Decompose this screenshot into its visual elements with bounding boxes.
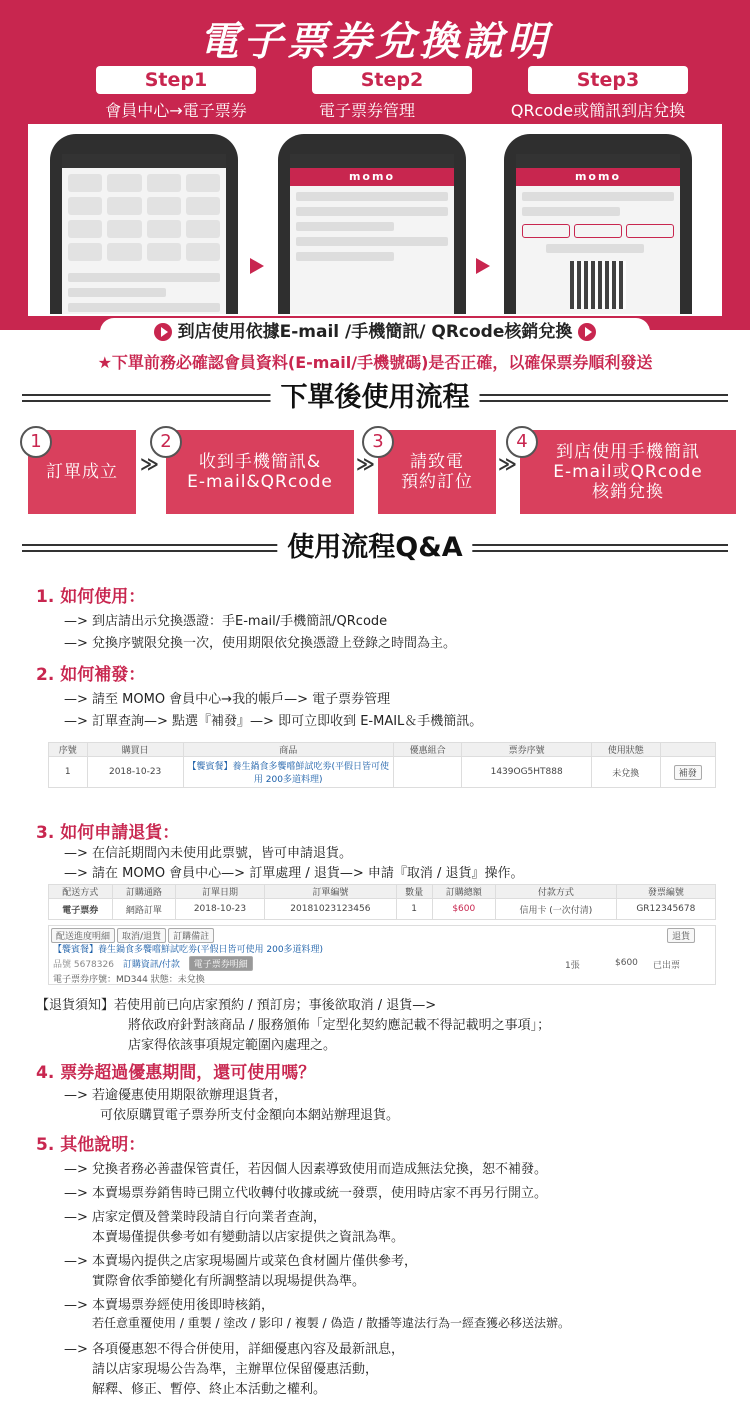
flow-step-4-line2: E-mail或QRcode (553, 462, 703, 482)
th-purchase-date: 購買日 (87, 743, 183, 757)
page-title: 電子票券兌換說明 (199, 19, 551, 65)
th-status: 使用狀態 (591, 743, 660, 757)
table-cell: 20181023123456 (264, 899, 396, 920)
qa-title: 使用流程Q&A (277, 530, 472, 566)
flow-step-4-line3: 核銷兌換 (592, 482, 664, 502)
th-invoice: 發票編號 (616, 885, 715, 899)
chevron-right-icon: ≫ (356, 454, 375, 475)
flow-step-4-number: 4 (506, 426, 538, 458)
flow-step-3-line2: 預約訂位 (401, 472, 473, 492)
th-payment: 付款方式 (496, 885, 617, 899)
table-cell: 1439OG5HT888 (462, 757, 591, 788)
arrow-right-icon (250, 258, 264, 274)
phone-mockup-member-center (50, 134, 238, 314)
momo-logo: momo (516, 168, 680, 186)
th-product: 商品 (183, 743, 393, 757)
th-ticket-no: 票券序號 (462, 743, 591, 757)
flow-step-1-number: 1 (20, 426, 52, 458)
flow-step-3-number: 3 (362, 426, 394, 458)
table-cell: 信用卡 (一次付清) (496, 899, 617, 920)
q5-answer-4: 本賣場僅提供參考如有變動請以店家提供之資訊為準。 (92, 1230, 405, 1245)
step2-caption: 電子票券管理 (318, 101, 415, 120)
flow-title: 下單後使用流程 (271, 380, 480, 416)
redeem-method-text: 到店使用依據E-mail /手機簡訊/ QRcode核銷兌換 (177, 322, 573, 342)
tab-order-notes[interactable]: 訂購備註 (168, 928, 214, 943)
table-cell: GR12345678 (616, 899, 715, 920)
q2-answer-1: —> 請至 MOMO 會員中心→我的帳戶—> 電子票券管理 (64, 692, 391, 707)
table-cell (393, 757, 462, 788)
chevron-right-icon: ≫ (140, 454, 159, 475)
order-table (48, 884, 716, 920)
q5-answer-2: —> 本賣場票券銷售時已開立代收轉付收據或統一發票，使用時店家不再另行開立。 (64, 1186, 548, 1201)
q5-answer-7: —> 本賣場票券經使用後即時核銷， (64, 1298, 275, 1313)
q5-answer-5: —> 本賣場內提供之店家現場圖片或菜色食材圖片僅供參考， (64, 1254, 418, 1269)
q5-answer-8: 若任意重覆使用 / 重製 / 塗改 / 影印 / 複製 / 偽造 / 散播等違法行為一經查獲必移送法辦。 (92, 1316, 571, 1330)
order-detail-block (48, 925, 716, 985)
order-status: 已出票 (653, 961, 681, 971)
flow-step-2-number: 2 (150, 426, 182, 458)
flow-step-2-line2: E-mail&QRcode (187, 472, 333, 492)
table-cell: 1 (396, 899, 432, 920)
return-notice-2: 將依政府針對該商品 / 服務頒佈「定型化契約應記載不得記載明之事項」； (128, 1018, 551, 1033)
q5-answer-10: 請以店家現場公告為準，主辦單位保留優惠活動， (92, 1362, 379, 1377)
flow-section-heading (22, 380, 728, 416)
ticket-reissue-table (48, 742, 716, 788)
table-cell: $600 (432, 899, 496, 920)
q3-answer-1: —> 在信託期間內未使用此票號，皆可申請退貨。 (64, 846, 353, 861)
th-qty: 數量 (396, 885, 432, 899)
q1-answer-2: —> 兌換序號限兌換一次，使用期限依兌換憑證上登錄之時間為主。 (64, 636, 457, 651)
order-price: $600 (615, 958, 638, 968)
order-product: 【饗賓餐】養生鍋食多饗嚐鮮試吃劵(平假日皆可使用 200多道料理) (53, 945, 324, 955)
play-icon (578, 323, 596, 341)
q5-question: 5. 其他說明： (36, 1135, 146, 1155)
th-combo: 優惠組合 (393, 743, 462, 757)
th-serial: 序號 (49, 743, 88, 757)
q5-answer-3: —> 店家定價及營業時段請自行向業者查詢， (64, 1210, 327, 1225)
phone-mockup-qrcode (504, 134, 692, 314)
step2-badge: Step2 (312, 66, 472, 94)
momo-logo: momo (290, 168, 454, 186)
flow-step-4-line1: 到店使用手機簡訊 (556, 442, 700, 462)
table-cell: 1 (49, 757, 88, 788)
order-item-code: 品號 5678326 (53, 960, 114, 970)
q5-answer-1: —> 兌換者務必善盡保管責任，若因個人因素導致使用而造成無法兌換，恕不補發。 (64, 1162, 548, 1177)
tab-cancel-return[interactable]: 取消/退貨 (117, 928, 166, 943)
return-notice-1: 【退貨須知】若使用前已向店家預約 / 預訂房；事後欲取消 / 退貨—> (36, 998, 437, 1013)
q1-question: 1. 如何使用： (36, 587, 146, 607)
table-cell: 未兌換 (591, 757, 660, 788)
th-channel: 訂購通路 (112, 885, 176, 899)
table-cell: 網路訂單 (112, 899, 176, 920)
tab-delivery-progress[interactable]: 配送進度明細 (51, 928, 115, 943)
table-cell: 2018-10-23 (87, 757, 183, 788)
table-cell-product: 【饗賓餐】養生鍋食多饗嚐鮮試吃劵(平假日皆可使用 200多道料理) (183, 757, 393, 788)
q4-answer-1: —> 若逾優惠使用期限欲辦理退貨者， (64, 1088, 288, 1103)
th-delivery: 配送方式 (49, 885, 113, 899)
arrow-right-icon (476, 258, 490, 274)
table-cell: 2018-10-23 (176, 899, 265, 920)
th-total: 訂購總額 (432, 885, 496, 899)
return-button[interactable]: 退貨 (667, 928, 695, 943)
q2-answer-2: —> 訂單查詢—> 點選『補發』—> 即可立即收到 E-MAIL＆手機簡訊。 (64, 714, 483, 729)
phone-mockup-ticket-management (278, 134, 466, 314)
redeem-method-banner (100, 318, 650, 346)
flow-step-3 (378, 430, 496, 514)
order-ticket-line: 電子票券序號：MD344 狀態：未兌換 (53, 975, 205, 985)
step1-caption: 會員中心→電子票券 (105, 101, 247, 120)
q1-answer-1: —> 到店請出示兌換憑證：手E-mail/手機簡訊/QRcode (64, 614, 388, 629)
q2-question: 2. 如何補發： (36, 665, 146, 685)
q4-answer-2: 可依原購買電子票券所支付金額向本網站辦理退貨。 (100, 1108, 400, 1123)
step3-caption: QRcode或簡訊到店兌換 (510, 101, 686, 120)
reissue-button[interactable]: 補發 (674, 765, 702, 780)
q4-question: 4. 票券超過優惠期間，還可使用嗎？ (36, 1063, 316, 1083)
warning-text: ★下單前務必確認會員資料(E-mail/手機號碼)是否正確，以確保票券順利發送 (97, 353, 653, 372)
step3-badge: Step3 (528, 66, 688, 94)
step1-badge: Step1 (96, 66, 256, 94)
flow-step-3-line1: 請致電 (410, 452, 464, 472)
q3-question: 3. 如何申請退貨： (36, 823, 180, 843)
chevron-right-icon: ≫ (498, 454, 517, 475)
q3-answer-2: —> 請在 MOMO 會員中心—> 訂單處理 / 退貨—> 申請『取消 / 退貨』操作。 (64, 866, 524, 881)
flow-step-1-text: 訂單成立 (46, 462, 118, 482)
qrcode-icon (570, 261, 626, 309)
table-cell: 電子票券 (49, 899, 113, 920)
th-order-date: 訂單日期 (176, 885, 265, 899)
return-notice-3: 店家得依該事項規定範圍內處理之。 (128, 1038, 337, 1053)
flow-step-2 (166, 430, 354, 514)
flow-step-2-line1: 收到手機簡訊& (198, 452, 322, 472)
th-order-no: 訂單編號 (264, 885, 396, 899)
qa-section-heading (22, 530, 728, 566)
flow-step-4 (520, 430, 736, 514)
order-info-link[interactable]: 訂購資訊/付款 (122, 960, 180, 970)
q5-answer-9: —> 各項優惠恕不得合併使用，詳細優惠內容及最新訊息， (64, 1342, 405, 1357)
q5-answer-11: 解釋、修正、暫停、終止本活動之權利。 (92, 1382, 327, 1397)
th-action (660, 743, 715, 757)
ticket-detail-button[interactable]: 電子票券明細 (189, 956, 253, 971)
q5-answer-6: 實際會依季節變化有所調整請以現場提供為準。 (92, 1274, 366, 1289)
play-icon (154, 323, 172, 341)
order-qty: 1張 (565, 961, 580, 971)
